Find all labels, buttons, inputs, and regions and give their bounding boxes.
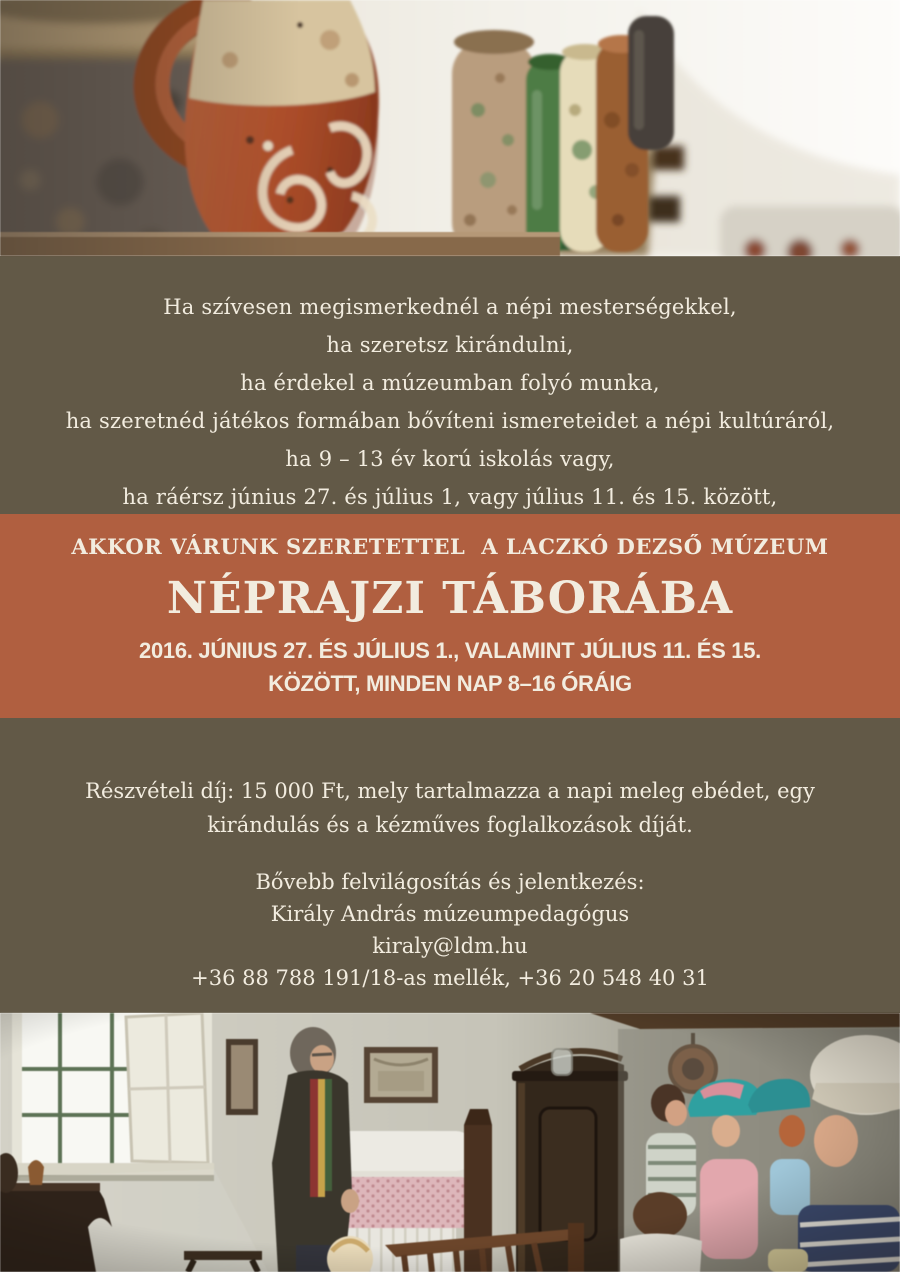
banner-dates-line1: 2016. JÚNIUS 27. ÉS JÚLIUS 1., VALAMINT JÚLIUS 11. ÉS 15. [139,638,761,663]
intro-line-6: ha ráérsz június 27. és július 1, vagy július 11. és 15. között, [122,485,778,509]
contact-phones: +36 88 788 191/18-as mellék, +36 20 548 40 31 [191,966,709,990]
camp-title: NÉPRAJZI TÁBORÁBA [166,573,734,624]
top-photo-illustration [0,0,900,256]
contact-block [0,866,900,994]
banner-section [0,514,900,718]
banner-dates-line2: KÖZÖTT, MINDEN NAP 8–16 ÓRÁIG [268,671,632,696]
details-section [0,718,900,1013]
contact-person: Király András múzeumpedagógus [270,902,630,926]
left-shade-overlay [0,0,300,256]
fee-line-2: kirándulás és a kézműves foglalkozások díját. [207,813,693,837]
banner-lead: AKKOR VÁRUNK SZERETETTEL A LACZKÓ DEZSŐ MÚZEUM [71,534,829,559]
fee-line-1: Részvételi díj: 15 000 Ft, mely tartalmazza a napi meleg ebédet, egy [85,779,815,803]
intro-line-5: ha 9 – 13 év korú iskolás vagy, [285,447,615,471]
background-alcove [720,206,900,256]
intro-line-4: ha szeretnéd játékos formában bővíteni ismereteidet a népi kultúráról, [65,409,835,433]
photo-vignette [0,1013,900,1272]
intro-section [0,256,900,514]
jug-speckled [452,30,536,256]
bottom-photo-illustration [0,1013,900,1272]
intro-line-3: ha érdekel a múzeumban folyó munka, [240,371,660,395]
contact-heading: Bővebb felvilágosítás és jelentkezés: [255,870,645,894]
intro-line-2: ha szeretsz kirándulni, [326,333,574,357]
jug-dark-far [628,16,674,150]
bottom-photo-museum-room [0,1013,900,1272]
top-photo-ceramic-jugs [0,0,900,256]
contact-email: kiraly@ldm.hu [372,934,528,958]
intro-line-1: Ha szívesen megismerkednél a népi mesterségekkel, [163,295,737,319]
